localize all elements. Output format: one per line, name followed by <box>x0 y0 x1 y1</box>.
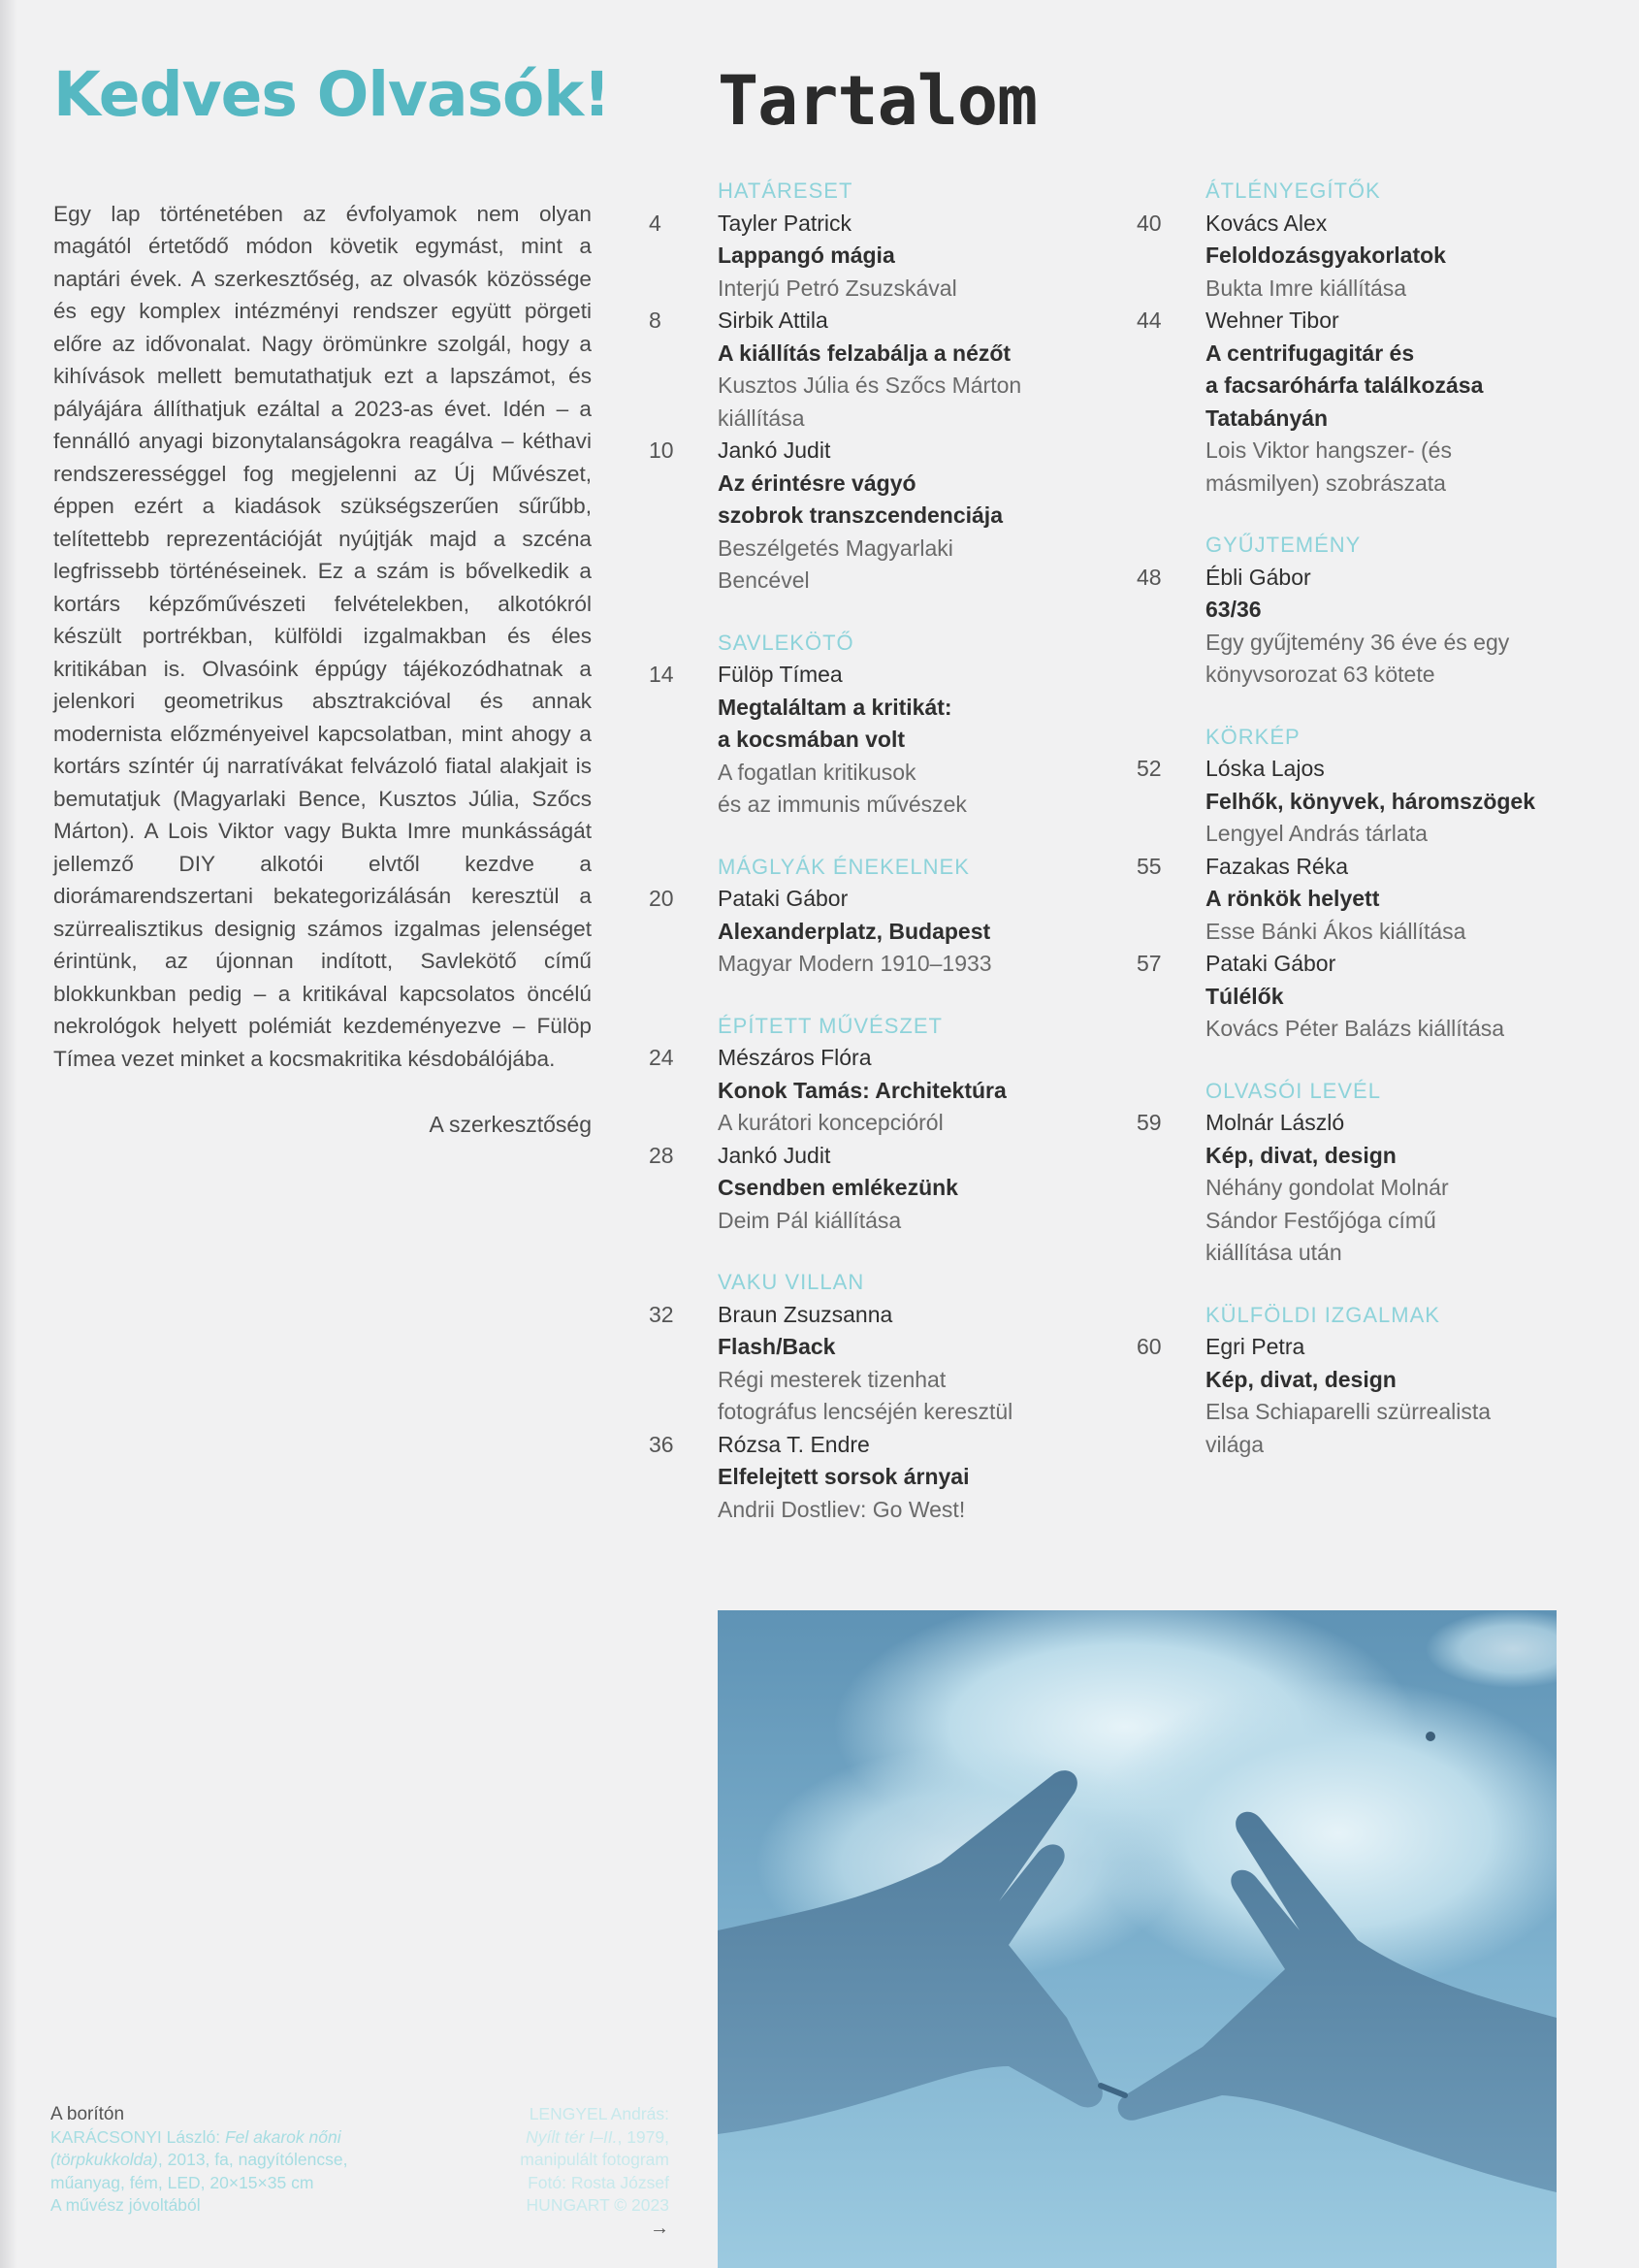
toc-article-subtitle: Bukta Imre kiállítása <box>1205 275 1407 301</box>
photo-caption-work-title: Nyílt tér I–II. <box>526 2126 618 2147</box>
toc-author: Jankó Judit <box>718 1142 831 1168</box>
toc-entry[interactable] <box>1128 1107 1613 1270</box>
cover-caption-label: A borítón <box>50 2104 125 2124</box>
toc-author: Lóska Lajos <box>1205 756 1325 781</box>
toc-section-title: KÜLFÖLDI IZGALMAK <box>1205 1302 1440 1327</box>
toc-article-title: Kép, divat, design <box>1205 1366 1397 1392</box>
toc-section <box>1128 175 1613 500</box>
toc-section-title: SAVLEKÖTŐ <box>718 630 854 655</box>
toc-article-subtitle: Kovács Péter Balázs kiállítása <box>1205 1016 1505 1041</box>
toc-entry[interactable] <box>640 1429 1086 1527</box>
toc-entry-body <box>718 1429 1086 1527</box>
toc-article-title: Az érintésre vágyó <box>718 470 916 496</box>
toc-section <box>640 1266 1086 1526</box>
toc-author: Pataki Gábor <box>1205 951 1336 976</box>
toc-page-number: 52 <box>1137 756 1162 781</box>
toc-article-title: 63/36 <box>1205 597 1262 622</box>
toc-article-title: Tatabányán <box>1205 405 1329 431</box>
toc-author: Wehner Tibor <box>1205 308 1339 333</box>
toc-article-subtitle: Elsa Schiaparelli szürrealista <box>1205 1399 1492 1424</box>
toc-section-title: OLVASÓI LEVÉL <box>1205 1078 1381 1103</box>
toc-section <box>640 175 1086 598</box>
toc-page-number: 44 <box>1137 308 1162 333</box>
toc-page-number: 28 <box>649 1142 674 1168</box>
toc-article-subtitle: másmilyen) szobrászata <box>1205 470 1446 496</box>
toc-page-number: 60 <box>1137 1334 1162 1359</box>
toc-entry[interactable] <box>1128 851 1613 949</box>
cover-caption-artist: KARÁCSONYI László: <box>50 2126 221 2147</box>
toc-article-subtitle: Egy gyűjtemény 36 éve és egy <box>1205 629 1510 655</box>
toc-article-subtitle: és az immunis művészek <box>718 792 967 817</box>
toc-article-subtitle: A fogatlan kritikusok <box>718 759 916 785</box>
toc-article-subtitle: Néhány gondolat Molnár <box>1205 1175 1449 1200</box>
toc-section <box>1128 721 1613 1046</box>
toc-section <box>1128 1299 1613 1462</box>
toc-page-number: 32 <box>649 1301 674 1327</box>
toc-author: Jankó Judit <box>718 437 831 463</box>
toc-author: Pataki Gábor <box>718 886 849 911</box>
toc-article-title: Csendben emlékezünk <box>718 1175 958 1200</box>
toc-entry[interactable] <box>1128 753 1613 851</box>
toc-article-title: a kocsmában volt <box>718 727 906 752</box>
toc-author: Kovács Alex <box>1205 210 1328 236</box>
toc-article-subtitle: könyvsorozat 63 kötete <box>1205 662 1435 687</box>
toc-entry-body <box>718 1299 1086 1429</box>
editorial-greeting: Kedves Olvasók! <box>53 59 610 130</box>
toc-section-title: KÖRKÉP <box>1205 724 1301 749</box>
toc-entry-body <box>718 208 1086 306</box>
toc-entry-body <box>718 1042 1086 1140</box>
toc-author: Fülöp Tímea <box>718 662 843 687</box>
toc-entry-body <box>718 435 1086 598</box>
toc-article-title: Megtaláltam a kritikát: <box>718 694 952 720</box>
toc-section <box>640 627 1086 822</box>
toc-entry-body <box>1205 851 1613 949</box>
toc-entry-body <box>1205 1331 1613 1461</box>
toc-article-title: a facsaróhárfa találkozása <box>1205 373 1484 398</box>
toc-entry[interactable] <box>640 659 1086 822</box>
arrow-right-icon: → <box>650 2217 669 2239</box>
toc-author: Mészáros Flóra <box>718 1045 872 1070</box>
toc-article-subtitle: Beszélgetés Magyarlaki <box>718 535 953 561</box>
toc-article-subtitle: Sándor Festőjóga című <box>1205 1207 1436 1233</box>
toc-page-number: 20 <box>649 886 674 911</box>
toc-column-2 <box>1128 175 1613 1490</box>
toc-author: Ébli Gábor <box>1205 564 1311 590</box>
photo-caption-copyright: HUNGART © 2023 <box>526 2195 669 2215</box>
toc-article-title: Konok Tamás: Architektúra <box>718 1077 1007 1103</box>
toc-article-title: A kiállítás felzabálja a nézőt <box>718 340 1012 366</box>
toc-article-subtitle: világa <box>1205 1431 1265 1457</box>
toc-page-number: 24 <box>649 1045 674 1070</box>
page-edge-shadow <box>0 0 17 2268</box>
toc-column-1 <box>640 175 1086 1555</box>
toc-article-subtitle: fotográfus lencséjén keresztül <box>718 1399 1013 1424</box>
photo-caption-artist: LENGYEL András: <box>529 2104 669 2123</box>
toc-article-subtitle: Lois Viktor hangszer- (és <box>1205 437 1452 463</box>
toc-article-subtitle: kiállítása után <box>1205 1240 1342 1265</box>
toc-author: Fazakas Réka <box>1205 853 1349 879</box>
toc-article-title: Feloldozásgyakorlatok <box>1205 243 1446 268</box>
toc-entry[interactable] <box>640 305 1086 435</box>
toc-page-number: 14 <box>649 662 674 687</box>
toc-article-title: Flash/Back <box>718 1334 836 1359</box>
toc-entry-body <box>1205 1107 1613 1270</box>
toc-section <box>640 1010 1086 1238</box>
toc-title: Tartalom <box>718 61 1038 141</box>
toc-section-title: ÉPÍTETT MŰVÉSZET <box>718 1013 943 1038</box>
toc-section <box>640 851 1086 981</box>
toc-article-title: Túlélők <box>1205 983 1284 1009</box>
toc-article-subtitle: Esse Bánki Ákos kiállítása <box>1205 918 1466 944</box>
toc-entry-body <box>718 1140 1086 1238</box>
toc-entry[interactable] <box>640 1140 1086 1238</box>
photo-caption-credit: Fotó: Rosta József <box>528 2172 669 2192</box>
hands-triangle-image <box>718 1610 1557 2268</box>
toc-entry-body <box>718 883 1086 981</box>
toc-article-title: Kép, divat, design <box>1205 1142 1397 1168</box>
toc-entry-body <box>1205 948 1613 1046</box>
toc-author: Sirbik Attila <box>718 308 828 333</box>
toc-article-subtitle: Régi mesterek tizenhat <box>718 1366 947 1392</box>
cover-caption-details: , 2013, fa, nagyítólencse, műanyag, fém, LED, 20×15×35 cm <box>50 2150 348 2192</box>
toc-section <box>1128 529 1613 692</box>
toc-entry[interactable] <box>640 1042 1086 1140</box>
toc-author: Tayler Patrick <box>718 210 852 236</box>
toc-page-number: 55 <box>1137 853 1162 879</box>
toc-section-title: HATÁRESET <box>718 178 853 203</box>
photo-caption <box>456 2103 669 2240</box>
photo-caption-details: , 1979, manipulált fotogram <box>520 2126 669 2169</box>
toc-entry[interactable] <box>1128 208 1613 306</box>
toc-page-number: 59 <box>1137 1110 1162 1135</box>
toc-page-number: 48 <box>1137 564 1162 590</box>
toc-entry-body <box>1205 208 1613 306</box>
toc-entry-body <box>1205 562 1613 692</box>
cover-caption <box>50 2103 380 2218</box>
toc-article-subtitle: kiállítása <box>718 405 805 431</box>
toc-entry-body <box>718 659 1086 822</box>
toc-page-number: 10 <box>649 437 674 463</box>
toc-section-title: VAKU VILLAN <box>718 1270 865 1294</box>
toc-section-title: MÁGLYÁK ÉNEKELNEK <box>718 854 970 879</box>
cover-caption-work-title: Fel akarok nőni (törpkukkolda) <box>50 2126 341 2169</box>
toc-page-number: 36 <box>649 1431 674 1457</box>
toc-author: Molnár László <box>1205 1110 1345 1135</box>
toc-entry[interactable] <box>640 883 1086 981</box>
toc-section-title: ÁTLÉNYEGÍTŐK <box>1205 178 1381 203</box>
toc-entry-body <box>1205 305 1613 500</box>
toc-author: Rózsa T. Endre <box>718 1431 870 1457</box>
toc-entry[interactable] <box>1128 562 1613 692</box>
toc-author: Egri Petra <box>1205 1334 1305 1359</box>
toc-article-title: A rönkök helyett <box>1205 886 1380 911</box>
toc-entry-body <box>718 305 1086 435</box>
toc-entry[interactable] <box>1128 1331 1613 1461</box>
toc-article-title: A centrifugagitár és <box>1205 340 1415 366</box>
toc-article-subtitle: Interjú Petró Zsuzskával <box>718 275 957 301</box>
toc-article-subtitle: A kurátori koncepcióról <box>718 1110 944 1135</box>
toc-entry[interactable] <box>640 208 1086 306</box>
toc-author: Braun Zsuzsanna <box>718 1301 893 1327</box>
toc-entry[interactable] <box>1128 305 1613 500</box>
cover-caption-credit: A művész jóvoltából <box>50 2195 201 2215</box>
toc-article-subtitle: Deim Pál kiállítása <box>718 1207 902 1233</box>
toc-page-number: 8 <box>649 308 661 333</box>
toc-page-number: 4 <box>649 210 661 236</box>
cover-photo-hands-triangle <box>718 1610 1557 2268</box>
toc-article-subtitle: Andrii Dostliev: Go West! <box>718 1496 966 1522</box>
toc-entry[interactable] <box>1128 948 1613 1046</box>
toc-entry[interactable] <box>640 1299 1086 1429</box>
toc-article-subtitle: Kusztos Júlia és Szőcs Márton <box>718 373 1022 398</box>
toc-article-title: Alexanderplatz, Budapest <box>718 918 991 944</box>
toc-entry[interactable] <box>640 435 1086 598</box>
toc-page-number: 57 <box>1137 951 1162 976</box>
toc-page-number: 40 <box>1137 210 1162 236</box>
toc-article-subtitle: Magyar Modern 1910–1933 <box>718 951 992 976</box>
toc-article-title: Lappangó mágia <box>718 243 895 268</box>
toc-article-subtitle: Lengyel András tárlata <box>1205 821 1428 846</box>
editorial-signature: A szerkesztőség <box>429 1112 592 1138</box>
editorial-text: Egy lap történetében az évfolyamok nem olyan magától értetődő módon követik egymást, mint a naptári évek. A szerkesztőség, az olvasók közössége és egy komplex intézményi rendszer együtt pörgeti előre az idővonalat. Nagy örömünkre szolgál, hogy a kihívások mellett bemutathatjuk ezt a lapszámot, és pályájára állíthatjuk ezáltal a 2023-as évet. Idén – a fennálló anyagi bizonytalanságokra reagálva – kéthavi rendszerességgel fog megjelenni az Új Művészet, éppen ezért a kiadások szükségszerűen sűrűbb, telítettebb reprezentációját nyújtják majd a szcéna legfrissebb történéseinek. Ez a szám is bővelkedik a kortárs képzőművészeti felvételekben, alkotókról készült portrékban, külföldi izgalmakban és éles kritikában is. Olvasóink éppúgy tájékozódhatnak a jelenkori geometrikus absztrakcióval és annak modernista előzményeivel kapcsolatban, mint ahogy a kortárs színtér új narratívákat felvázoló fiatal alakjait is bemutatjuk (Magyarlaki Bence, Kusztos Júlia, Szőcs Márton). A Lois Viktor vagy Bukta Imre munkásságát jellemző DIY alkotói elvtől kezdve a diorámarendszertani bekategorizálásán keresztül a szürrealisztikus designig számos izgalmas jelenséget érintünk, az újonnan indított, Savlekötő című blokkunkban pedig – a kritikával kapcsolatos öncélú nekrológok helyett polémiát kezdeményezve – Fülöp Tímea vezet minket a kocsmakritika késdobálójába. <box>53 201 592 1071</box>
toc-article-subtitle: Bencével <box>718 567 810 593</box>
editorial-column <box>53 58 610 1138</box>
toc-section <box>1128 1075 1613 1270</box>
toc-section-title: GYŰJTEMÉNY <box>1205 533 1362 557</box>
toc-entry-body <box>1205 753 1613 851</box>
toc-article-title: szobrok transzcendenciája <box>718 502 1003 528</box>
toc-article-title: Elfelejtett sorsok árnyai <box>718 1464 970 1489</box>
toc-article-title: Felhők, könyvek, háromszögek <box>1205 788 1536 814</box>
cover-caption-body <box>50 2126 380 2195</box>
